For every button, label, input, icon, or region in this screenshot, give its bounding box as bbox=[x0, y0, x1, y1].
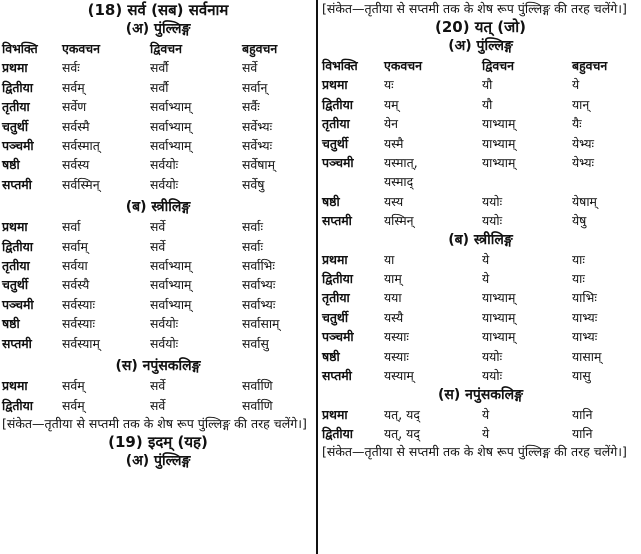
vibhakti-cell: द्वितीया bbox=[2, 397, 34, 413]
table-row bbox=[320, 95, 641, 114]
table-row bbox=[320, 269, 641, 288]
sanket-note-bottom: [संकेत—तृतीया से सप्तमी तक के शेष रूप पुंल्लिङ्ग की तरह चलेंगे।] bbox=[322, 444, 627, 460]
bahuvachan-cell: सर्वाभ्यः bbox=[242, 277, 276, 293]
dvivachan-cell: सर्वे bbox=[150, 219, 166, 235]
vibhakti-cell: पञ्चमी bbox=[2, 296, 34, 312]
ekvachan-cell: सर्वम् bbox=[62, 378, 85, 394]
dvivachan-cell: ययोः bbox=[482, 193, 503, 209]
table-header-row bbox=[0, 39, 316, 58]
table-row bbox=[320, 366, 641, 385]
dvivachan-cell: यौ bbox=[482, 77, 493, 93]
sarva-napunsak-table bbox=[0, 376, 316, 415]
yat-striling-table bbox=[320, 250, 641, 386]
header-dvivachan: द्विवचन bbox=[150, 41, 182, 56]
table-row bbox=[0, 97, 316, 116]
dvivachan-cell: ये bbox=[482, 425, 490, 441]
bahuvachan-cell: सर्वान् bbox=[242, 79, 268, 95]
vibhakti-cell: चतुर्थी bbox=[2, 118, 29, 134]
table-row bbox=[0, 58, 316, 77]
dvivachan-cell: ययोः bbox=[482, 213, 503, 229]
dvivachan-cell: सर्वाभ्याम् bbox=[150, 277, 192, 293]
dvivachan-cell: ययोः bbox=[482, 368, 503, 384]
striling-subheading: (ब) स्त्रीलिङ्ग bbox=[448, 231, 513, 248]
bahuvachan-cell: यानि bbox=[572, 425, 593, 441]
ekvachan-cell: सर्वाम् bbox=[62, 238, 88, 254]
table-row bbox=[0, 396, 316, 415]
header-ekvachan: एकवचन bbox=[62, 41, 101, 56]
dvivachan-cell: सर्वे bbox=[150, 397, 166, 413]
section-heading-19: (19) इदम् (यह) bbox=[108, 432, 208, 451]
dvivachan-cell: सर्वाभ्याम् bbox=[150, 118, 192, 134]
ekvachan-cell: यस्याः bbox=[384, 329, 409, 345]
bahuvachan-cell: यैः bbox=[572, 116, 582, 132]
pulling-subheading-19: (अ) पुंल्लिङ्ग bbox=[125, 452, 191, 469]
table-row bbox=[0, 275, 316, 294]
bahuvachan-cell: सर्वेषु bbox=[242, 176, 265, 192]
vibhakti-cell: सप्तमी bbox=[2, 176, 32, 192]
napunsak-subheading: (स) नपुंसकलिङ्ग bbox=[437, 386, 524, 403]
sarva-striling-table bbox=[0, 217, 316, 353]
table-row bbox=[0, 334, 316, 353]
table-row bbox=[0, 155, 316, 174]
dvivachan-cell: याभ्याम् bbox=[482, 329, 516, 345]
vibhakti-cell: चतुर्थी bbox=[2, 277, 29, 293]
table-row bbox=[0, 376, 316, 395]
ekvachan-cell: यस्य bbox=[384, 193, 404, 209]
bahuvachan-cell: यान् bbox=[572, 96, 590, 112]
vibhakti-cell: सप्तमी bbox=[322, 368, 352, 384]
right-column bbox=[320, 0, 641, 554]
table-row bbox=[320, 134, 641, 153]
ekvachan-cell: यस्माद् bbox=[384, 174, 414, 190]
dvivachan-cell: सर्वौ bbox=[150, 79, 169, 95]
table-row bbox=[0, 175, 316, 194]
bahuvachan-cell: याः bbox=[572, 271, 585, 287]
ekvachan-cell: यस्यै bbox=[384, 309, 404, 325]
table-row bbox=[320, 424, 641, 443]
table-row bbox=[0, 314, 316, 333]
vibhakti-cell: द्वितीया bbox=[322, 271, 354, 287]
ekvachan-cell: यस्याम् bbox=[384, 368, 414, 384]
table-row bbox=[320, 308, 641, 327]
ekvachan-cell: सर्वम् bbox=[62, 397, 85, 413]
vibhakti-cell: तृतीया bbox=[2, 99, 30, 115]
bahuvachan-cell: येभ्यः bbox=[572, 155, 595, 171]
bahuvachan-cell: सर्वाः bbox=[242, 219, 263, 235]
table-row bbox=[0, 78, 316, 97]
ekvachan-cell: सर्वेण bbox=[62, 99, 87, 115]
dvivachan-cell: सर्वयोः bbox=[150, 316, 179, 332]
table-row bbox=[0, 295, 316, 314]
bahuvachan-cell: सर्वाणि bbox=[242, 378, 273, 394]
bahuvachan-cell: यानि bbox=[572, 406, 593, 422]
bahuvachan-cell: येषाम् bbox=[572, 193, 597, 209]
section-heading-18: (18) सर्व (सब) सर्वनाम bbox=[87, 1, 229, 19]
dvivachan-cell: ये bbox=[482, 406, 490, 422]
section-heading-20: (20) यत् (जो) bbox=[434, 18, 526, 36]
column-divider bbox=[316, 0, 318, 554]
bahuvachan-cell: सर्वैः bbox=[242, 99, 260, 115]
dvivachan-cell: याभ्याम् bbox=[482, 309, 516, 325]
left-column bbox=[0, 0, 316, 554]
dvivachan-cell: याभ्याम् bbox=[482, 290, 516, 306]
pulling-subheading: (अ) पुंल्लिङ्ग bbox=[125, 21, 191, 37]
table-row bbox=[320, 250, 641, 269]
vibhakti-cell: पञ्चमी bbox=[322, 155, 354, 171]
vibhakti-cell: प्रथमा bbox=[2, 219, 28, 235]
dvivachan-cell: सर्वौ bbox=[150, 60, 169, 76]
vibhakti-cell: षष्ठी bbox=[2, 316, 20, 332]
yat-napunsak-table bbox=[320, 405, 641, 444]
table-row bbox=[0, 237, 316, 256]
dvivachan-cell: याभ्याम् bbox=[482, 135, 516, 151]
table-row bbox=[320, 288, 641, 307]
vibhakti-cell: प्रथमा bbox=[2, 60, 28, 76]
bahuvachan-cell: याः bbox=[572, 251, 585, 267]
yat-pulling-table bbox=[320, 56, 641, 231]
dvivachan-cell: सर्वाभ्याम् bbox=[150, 258, 192, 274]
vibhakti-cell: पञ्चमी bbox=[2, 138, 34, 154]
vibhakti-cell: सप्तमी bbox=[2, 335, 32, 351]
vibhakti-cell: प्रथमा bbox=[2, 378, 28, 394]
ekvachan-cell: यः bbox=[384, 77, 394, 93]
bahuvachan-cell: सर्वाभ्यः bbox=[242, 296, 276, 312]
ekvachan-cell: सर्वस्य bbox=[62, 157, 90, 173]
bahuvachan-cell: सर्वाः bbox=[242, 238, 263, 254]
vibhakti-cell: षष्ठी bbox=[322, 348, 340, 364]
vibhakti-cell: षष्ठी bbox=[322, 193, 340, 209]
bahuvachan-cell: सर्वाणि bbox=[242, 397, 273, 413]
ekvachan-cell: यत्, यद् bbox=[384, 406, 420, 422]
ekvachan-cell: सर्वस्मात् bbox=[62, 138, 100, 154]
ekvachan-cell: सर्वस्मै bbox=[62, 118, 90, 134]
ekvachan-cell: सर्वस्याः bbox=[62, 316, 95, 332]
table-row bbox=[320, 192, 641, 211]
bahuvachan-cell: सर्वे bbox=[242, 60, 258, 76]
table-row bbox=[320, 327, 641, 346]
bahuvachan-cell: सर्वाभिः bbox=[242, 258, 275, 274]
vibhakti-cell: द्वितीया bbox=[322, 425, 354, 441]
table-row bbox=[320, 347, 641, 366]
ekvachan-cell: यस्याः bbox=[384, 348, 409, 364]
table-row bbox=[320, 114, 641, 133]
sarva-pulling-table bbox=[0, 39, 316, 194]
ekvachan-cell: सर्वस्याम् bbox=[62, 335, 100, 351]
table-header-row bbox=[320, 56, 641, 75]
header-ekvachan: एकवचन bbox=[384, 58, 423, 73]
dvivachan-cell: यौ bbox=[482, 96, 493, 112]
dvivachan-cell: सर्वे bbox=[150, 378, 166, 394]
ekvachan-cell: यत्, यद् bbox=[384, 425, 420, 441]
bahuvachan-cell: यासाम् bbox=[572, 348, 602, 364]
bahuvachan-cell: यासु bbox=[572, 368, 591, 384]
table-row bbox=[320, 211, 641, 230]
ekvachan-cell: सर्वया bbox=[62, 258, 88, 274]
vibhakti-cell: षष्ठी bbox=[2, 157, 20, 173]
ekvachan-cell: यया bbox=[384, 290, 402, 306]
header-bahuvachan: बहुवचन bbox=[242, 41, 278, 56]
ekvachan-cell: सर्वस्याः bbox=[62, 296, 95, 312]
vibhakti-cell: तृतीया bbox=[322, 290, 350, 306]
ekvachan-cell: सर्वः bbox=[62, 60, 80, 76]
ekvachan-cell: सर्वस्मिन् bbox=[62, 176, 100, 192]
dvivachan-cell: सर्वाभ्याम् bbox=[150, 99, 192, 115]
vibhakti-cell: पञ्चमी bbox=[322, 329, 354, 345]
bahuvachan-cell: येषु bbox=[572, 213, 587, 229]
vibhakti-cell: द्वितीया bbox=[322, 96, 354, 112]
vibhakti-cell: प्रथमा bbox=[322, 406, 348, 422]
vibhakti-cell: द्वितीया bbox=[2, 238, 34, 254]
vibhakti-cell: चतुर्थी bbox=[322, 135, 349, 151]
header-vibhakti: विभक्ति bbox=[322, 58, 358, 73]
dvivachan-cell: सर्वयोः bbox=[150, 157, 179, 173]
bahuvachan-cell: ये bbox=[572, 77, 580, 93]
ekvachan-cell: यस्मिन् bbox=[384, 213, 414, 229]
vibhakti-cell: प्रथमा bbox=[322, 251, 348, 267]
vibhakti-cell: सप्तमी bbox=[322, 213, 352, 229]
ekvachan-cell: सर्वस्यै bbox=[62, 277, 90, 293]
dvivachan-cell: सर्वयोः bbox=[150, 176, 179, 192]
striling-subheading: (ब) स्त्रीलिङ्ग bbox=[125, 199, 191, 216]
bahuvachan-cell: याभ्यः bbox=[572, 329, 598, 345]
bahuvachan-cell: सर्वासाम् bbox=[242, 316, 280, 332]
vibhakti-cell bbox=[320, 172, 382, 191]
table-row bbox=[320, 153, 641, 172]
dvivachan-cell: ये bbox=[482, 251, 490, 267]
dvivachan-cell: याभ्याम् bbox=[482, 116, 516, 132]
ekvachan-cell: सर्वा bbox=[62, 219, 81, 235]
header-dvivachan: द्विवचन bbox=[482, 58, 514, 73]
bahuvachan-cell: याभिः bbox=[572, 290, 597, 306]
sanket-note: [संकेत—तृतीया से सप्तमी तक के शेष रूप पुंल्लिङ्ग की तरह चलेंगे।] bbox=[2, 415, 307, 431]
ekvachan-cell: यस्मै bbox=[384, 135, 404, 151]
ekvachan-cell: सर्वम् bbox=[62, 79, 85, 95]
table-row bbox=[0, 117, 316, 136]
header-vibhakti: विभक्ति bbox=[2, 41, 38, 56]
dvivachan-cell: ये bbox=[482, 271, 490, 287]
bahuvachan-cell: येभ्यः bbox=[572, 135, 595, 151]
table-row bbox=[320, 405, 641, 424]
ekvachan-cell: याम् bbox=[384, 271, 402, 287]
table-row bbox=[0, 136, 316, 155]
pulling-subheading: (अ) पुंल्लिङ्ग bbox=[448, 38, 513, 54]
bahuvachan-cell: याभ्यः bbox=[572, 309, 598, 325]
bahuvachan-cell: सर्वेभ्यः bbox=[242, 138, 273, 154]
ekvachan-cell: यम् bbox=[384, 96, 399, 112]
table-row bbox=[0, 256, 316, 275]
vibhakti-cell: द्वितीया bbox=[2, 79, 34, 95]
dvivachan-cell: सर्वाभ्याम् bbox=[150, 296, 192, 312]
vibhakti-cell: चतुर्थी bbox=[322, 309, 349, 325]
bahuvachan-cell bbox=[570, 172, 641, 191]
ekvachan-cell: येन bbox=[384, 116, 399, 132]
vibhakti-cell: तृतीया bbox=[322, 116, 350, 132]
dvivachan-cell: सर्वाभ्याम् bbox=[150, 138, 192, 154]
vibhakti-cell: प्रथमा bbox=[322, 77, 348, 93]
dvivachan-cell: ययोः bbox=[482, 348, 503, 364]
dvivachan-cell: याभ्याम् bbox=[482, 155, 516, 171]
ekvachan-cell: या bbox=[384, 251, 395, 267]
bahuvachan-cell: सर्वेषाम् bbox=[242, 157, 276, 173]
header-bahuvachan: बहुवचन bbox=[572, 58, 608, 73]
dvivachan-cell bbox=[480, 172, 570, 191]
vibhakti-cell: तृतीया bbox=[2, 258, 30, 274]
napunsak-subheading: (स) नपुंसकलिङ्ग bbox=[115, 358, 201, 375]
dvivachan-cell: सर्वे bbox=[150, 238, 166, 254]
table-row bbox=[0, 217, 316, 236]
bahuvachan-cell: सर्वासु bbox=[242, 335, 269, 351]
sanket-note-top: [संकेत—तृतीया से सप्तमी तक के शेष रूप पुंल्लिङ्ग की तरह चलेंगे।] bbox=[322, 1, 627, 16]
dvivachan-cell: सर्वयोः bbox=[150, 335, 179, 351]
table-row bbox=[320, 172, 641, 191]
bahuvachan-cell: सर्वेभ्यः bbox=[242, 118, 273, 134]
table-row bbox=[320, 75, 641, 94]
ekvachan-cell: यस्मात्, bbox=[384, 155, 418, 171]
